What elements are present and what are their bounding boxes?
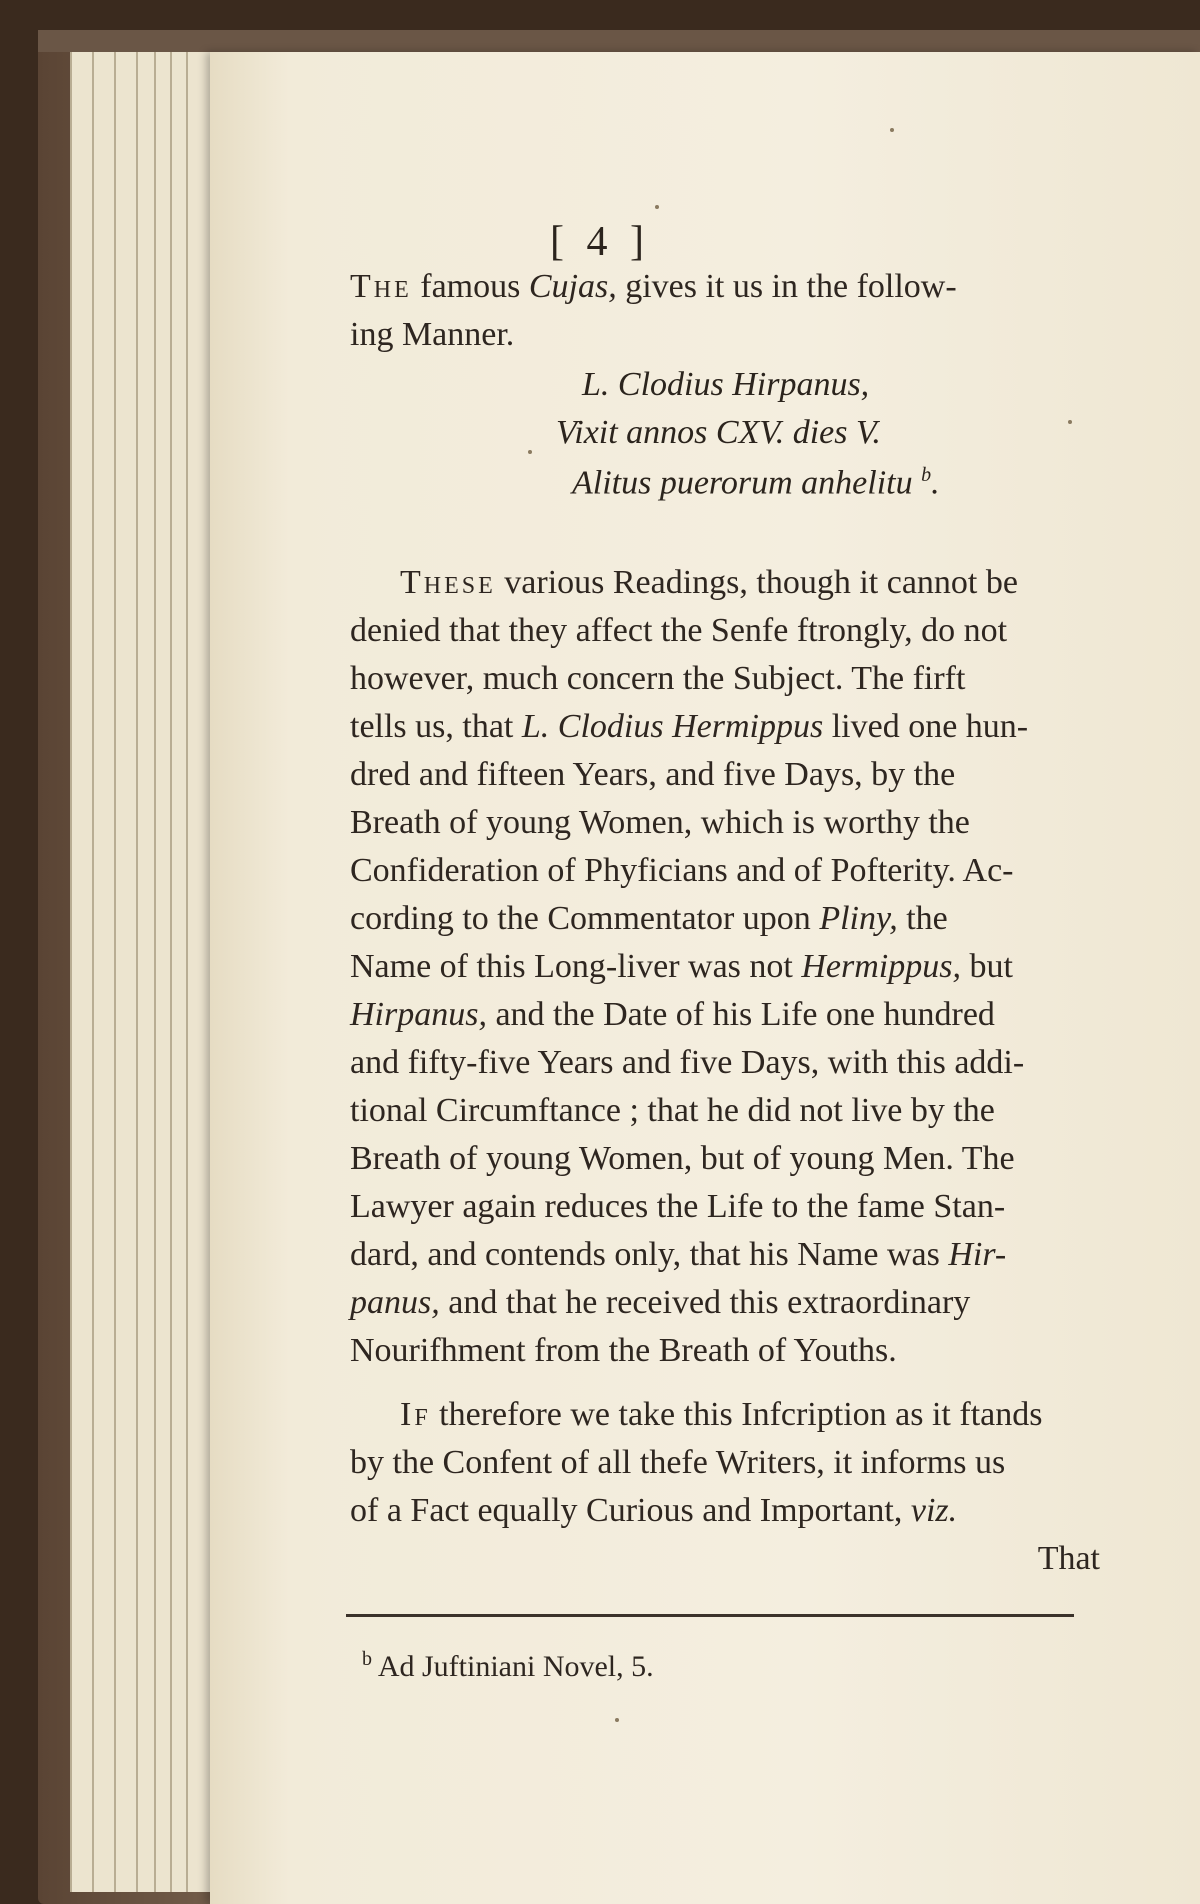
text-line: Confideration of Phyficians and of Pofterity. Ac- bbox=[350, 852, 1014, 889]
text-line: Hirpanus, and the Date of his Life one hundred bbox=[350, 996, 995, 1033]
text-line: ing Manner. bbox=[350, 316, 515, 353]
smallcaps-these: These bbox=[400, 564, 496, 601]
page-edges bbox=[70, 52, 230, 1892]
inscription-line-1: L. Clodius Hirpanus, bbox=[582, 366, 870, 403]
text-line: dred and fifteen Years, and five Days, by the bbox=[350, 756, 956, 793]
text-line: tional Circumftance ; that he did not live by the bbox=[350, 1092, 995, 1129]
text-line: cording to the Commentator upon Pliny, the bbox=[350, 900, 948, 937]
inscription-line-2: Vixit annos CXV. dies V. bbox=[556, 414, 881, 451]
page-number: [ 4 ] bbox=[550, 219, 650, 265]
text-line: and fifty-five Years and five Days, with this addi- bbox=[350, 1044, 1025, 1081]
text-line: tells us, that L. Clodius Hermippus lived one hun- bbox=[350, 708, 1029, 745]
catchword: That bbox=[1037, 1540, 1100, 1577]
italic-cujas: Cujas, bbox=[528, 268, 617, 305]
footnote-rule bbox=[346, 1614, 1074, 1617]
text-line: Lawyer again reduces the Life to the fame Stan- bbox=[350, 1188, 1006, 1225]
smallcaps-if: If bbox=[400, 1396, 431, 1433]
text-line: Breath of young Women, which is worthy the bbox=[350, 804, 970, 841]
text-line: dard, and contends only, that his Name was Hir- bbox=[350, 1236, 1007, 1273]
text-line: of a Fact equally Curious and Important, viz. bbox=[350, 1492, 958, 1529]
text-line: Nourifhment from the Breath of Youths. bbox=[350, 1332, 897, 1369]
text-line: panus, and that he received this extraordinary bbox=[350, 1284, 971, 1321]
text-line: denied that they affect the Senfe ftrongly, do not bbox=[350, 612, 1008, 649]
book-cover-top bbox=[38, 30, 1200, 52]
smallcaps-the: The bbox=[350, 268, 412, 305]
footnote: $^b$ Ad Juftiniani Novel, 5. bbox=[362, 1648, 654, 1683]
text-line: however, much concern the Subject. The firft bbox=[350, 660, 966, 697]
text-line: Name of this Long-liver was not Hermippus, but bbox=[350, 948, 1013, 985]
text-line: Breath of young Women, but of young Men. The bbox=[350, 1140, 1015, 1177]
footnote-reference: b bbox=[921, 464, 932, 486]
footnote-mark: b bbox=[362, 1648, 372, 1670]
inscription-line-3: Alitus puerorum anhelitu $^b$. bbox=[572, 464, 940, 502]
text-line: by the Confent of all thefe Writers, it informs us bbox=[350, 1444, 1006, 1481]
